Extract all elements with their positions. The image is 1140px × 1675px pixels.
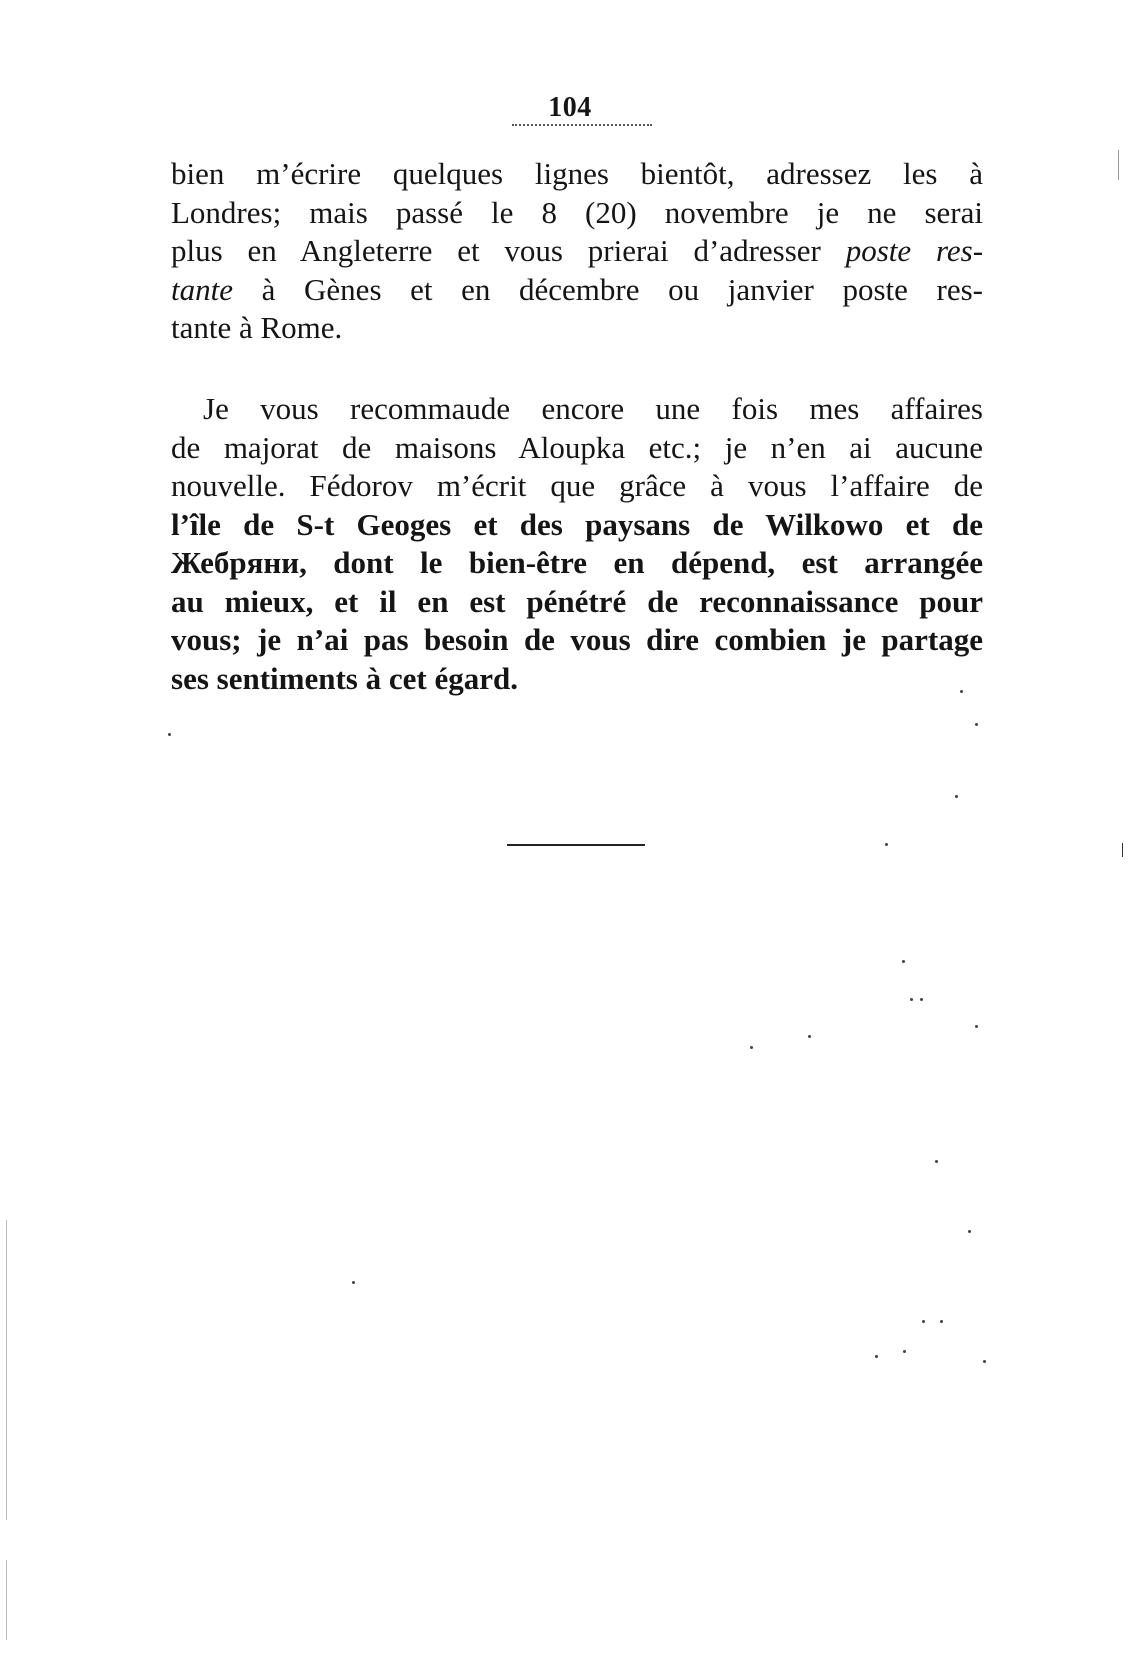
paragraph-2 (171, 390, 983, 698)
scan-speck (960, 690, 963, 693)
paragraph-1-line-2: Londres; mais passé le 8 (20) novembre je ne serai (171, 194, 983, 230)
scan-speck (902, 960, 905, 963)
scan-speck (935, 1160, 938, 1163)
scan-speck (910, 998, 913, 1001)
scan-speck (975, 723, 978, 726)
scan-edge-mark (1122, 843, 1123, 857)
scan-edge-mark (6, 1560, 7, 1640)
scan-speck (983, 1360, 986, 1363)
scan-speck (922, 1320, 925, 1323)
scan-speck (940, 1320, 943, 1323)
paragraph-2-line-7: vous; je n’ai pas besoin de vous dire combien je partage (171, 622, 983, 657)
scan-edge-mark (1118, 150, 1119, 180)
paragraph-2-line-1: Je vous recommaude encore une fois mes affaires (203, 391, 983, 426)
scan-speck (975, 1025, 978, 1028)
paragraph-1-line-5: tante à Rome. (171, 310, 343, 345)
scan-speck (750, 1046, 753, 1049)
paragraph-2-line-6: au mieux, et il en est pénétré de reconnaissance pour (171, 583, 983, 619)
paragraph-1-line-4 (171, 271, 983, 310)
scan-edge-mark (6, 1220, 7, 1520)
section-end-rule (507, 844, 645, 846)
paragraph-1 (171, 155, 983, 348)
paragraph-2-line-3: nouvelle. Fédorov m’écrit que grâce à vous l’affaire de (171, 468, 983, 503)
scan-speck (168, 733, 171, 736)
scan-speck (903, 1350, 906, 1353)
paragraph-1-line-3-italic: poste res- (845, 233, 984, 268)
scan-speck (352, 1281, 355, 1284)
paragraph-2-line-2: de majorat de maisons Aloupka etc.; je n’en ai aucune (171, 429, 983, 465)
scan-speck (920, 998, 923, 1001)
paragraph-1-line-4-italic: tante (171, 271, 233, 307)
paragraph-1-line-3 (171, 232, 983, 271)
paragraph-2-line-5: Жебряни, dont le bien-être en dépend, est arrangée (171, 545, 983, 580)
scan-speck (875, 1355, 878, 1358)
paragraph-1-line-1: bien m’écrire quelques lignes bientôt, adressez les à (171, 156, 983, 191)
paragraph-2-line-4: l’île de S-t Geoges et des paysans de Wilkowo et de (171, 506, 983, 542)
scan-speck (885, 843, 888, 846)
scan-speck (955, 795, 958, 798)
page-number-underline (512, 124, 652, 126)
paragraph-2-line-8: ses sentiments à cet égard. (171, 660, 518, 696)
paragraph-1-line-3-text: plus en Angleterre et vous prierai d’adresser (171, 233, 821, 268)
paragraph-1-line-4-text: à Gènes et en décembre ou janvier poste res- (261, 271, 984, 307)
page-number: 104 (548, 92, 592, 123)
scan-speck (968, 1230, 971, 1233)
scan-speck (808, 1035, 811, 1038)
